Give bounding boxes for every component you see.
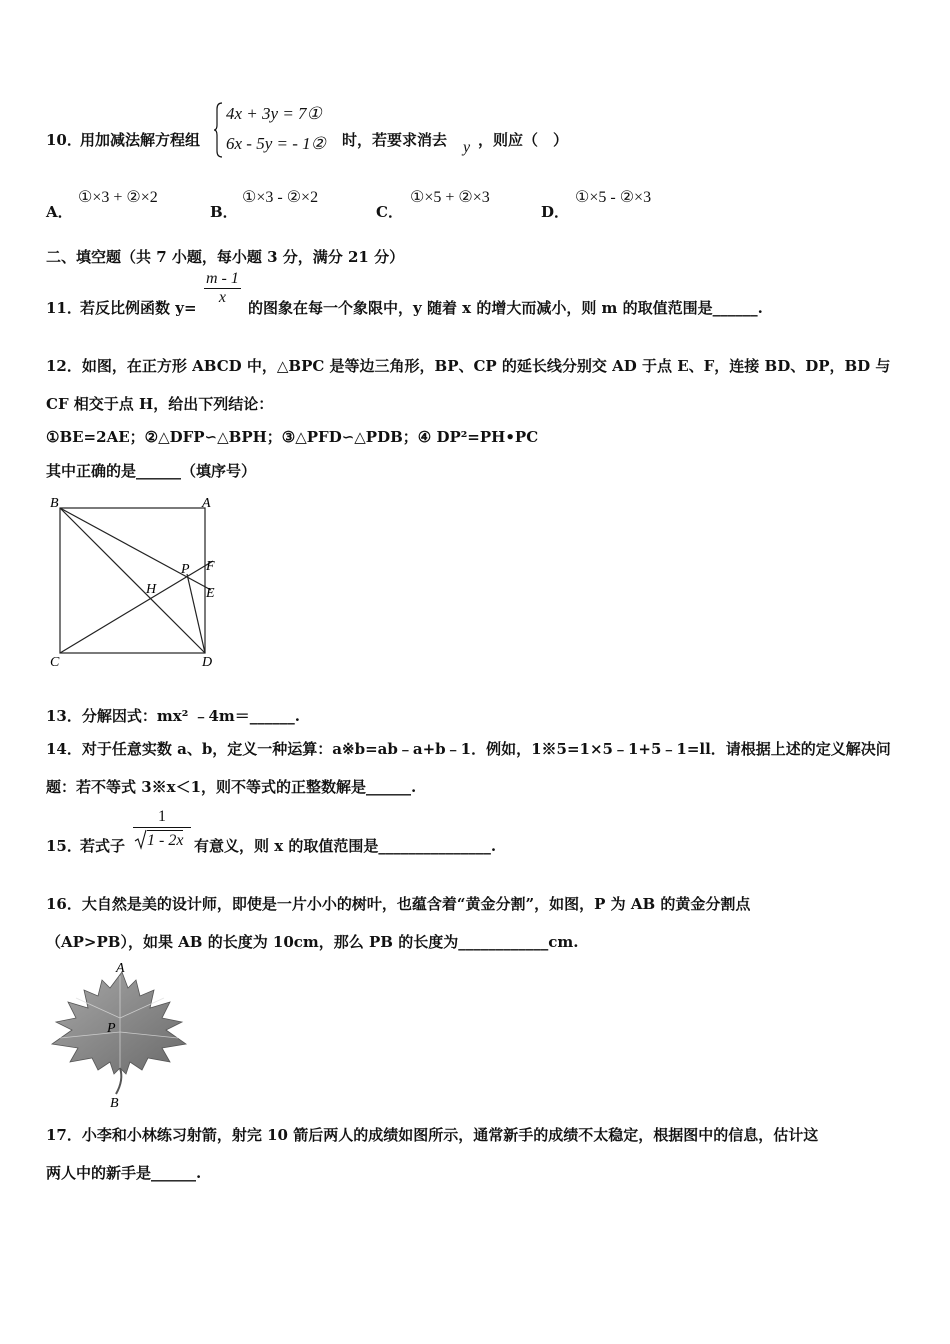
q10-option-c: ①×5 + ②×3 — [410, 189, 490, 206]
brace-icon — [214, 101, 224, 159]
q17-line-2: 两人中的新手是______. — [46, 1164, 202, 1182]
q10-equation-1: 4x + 3y = 7① — [226, 104, 322, 123]
q10-mid: 时，若要求消去 — [342, 131, 448, 149]
q10-lead: 用加减法解方程组 — [80, 131, 201, 149]
q12-line-4: 其中正确的是______（填序号） — [46, 462, 257, 480]
q10-option-a-label: A． — [46, 203, 73, 221]
maple-leaf-icon — [52, 972, 186, 1074]
q16-line-1: 16．大自然是美的设计师，即使是一片小小的树叶，也蕴含着“黄金分割”，如图，P 为 AB 的黄金分割点 — [46, 895, 751, 913]
q13-text: 13．分解因式：mx² ﹣4m＝______. — [46, 707, 301, 725]
q10-tail: ，则应（ ） — [478, 131, 569, 149]
label-h: H — [146, 582, 157, 597]
q12-line-3: ①BE=2AE；②△DFP∽△BPH；③△PFD∽△PDB；④ DP²=PH•PC — [46, 428, 539, 446]
q11-fraction-numerator: m - 1 — [206, 270, 239, 287]
q15-lead: 若式子 — [80, 837, 126, 855]
q16-line-2: （AP>PB），如果 AB 的长度为 10cm，那么 PB 的长度为____________cm. — [46, 933, 579, 951]
q10-option-a: ①×3 + ②×2 — [78, 189, 158, 206]
label-p: P — [181, 562, 190, 577]
label-d: D — [202, 655, 213, 670]
label-c: C — [50, 655, 60, 670]
q10-option-d: ①×5 - ②×3 — [575, 189, 652, 206]
q10-option-c-label: C． — [376, 203, 403, 221]
q11-number: 11． — [46, 299, 82, 317]
q14-line-1: 14．对于任意实数 a、b，定义一种运算：a※b=ab﹣a+b﹣1．例如，1※5=1×5﹣1+5﹣1=ll．请根据上述的定义解决问 — [46, 740, 891, 758]
section-heading: 二、填空题（共 7 小题，每小题 3 分，满分 21 分） — [46, 248, 405, 266]
q11-lead: 若反比例函数 y= — [80, 299, 197, 317]
q15-number: 15． — [46, 837, 82, 855]
q15-fraction-numerator: 1 — [158, 808, 166, 825]
q10-option-d-label: D． — [541, 203, 570, 221]
q11-fraction — [204, 270, 241, 307]
q12-geometry-figure — [44, 492, 224, 676]
q11-fraction-denominator: x — [218, 289, 226, 306]
label-b: B — [50, 496, 59, 511]
q16-leaf-figure — [44, 958, 194, 1114]
q10-variable: y — [463, 139, 471, 156]
q12-line-1: 12．如图，在正方形 ABCD 中，△BPC 是等边三角形，BP、CP 的延长线分别交 AD 于点 E、F，连接 BD、DP，BD 与 — [46, 357, 891, 375]
leaf-label-a: A — [116, 961, 125, 976]
q15-fraction — [132, 808, 192, 850]
q11-tail: 的图象在每一个象限中，y 随着 x 的增大而减小，则 m 的取值范围是______. — [248, 299, 763, 317]
q10-equation-2: 6x - 5y = - 1② — [226, 134, 326, 153]
q10-number: 10． — [46, 131, 82, 149]
segment-cf — [60, 561, 213, 653]
label-f: F — [206, 559, 215, 574]
q17-line-1: 17．小李和小林练习射箭，射完 10 箭后两人的成绩如图所示，通常新手的成绩不太稳定，根据图中的信息，估计这 — [46, 1126, 819, 1144]
q15-tail: 有意义，则 x 的取值范围是_______________. — [194, 837, 497, 855]
leaf-label-p: P — [107, 1021, 116, 1036]
q15-radicand: 1 - 2x — [147, 832, 184, 849]
q12-line-2: CF 相交于点 H，给出下列结论： — [46, 395, 274, 413]
label-e: E — [206, 586, 215, 601]
q10-option-b: ①×3 - ②×2 — [242, 189, 319, 206]
leaf-label-b: B — [110, 1096, 119, 1110]
q14-line-2: 题：若不等式 3※x＜1，则不等式的正整数解是______. — [46, 778, 417, 796]
label-a: A — [202, 496, 211, 511]
radical-icon — [134, 828, 148, 850]
q10-option-b-label: B． — [210, 203, 238, 221]
q10-brace — [214, 101, 224, 163]
segment-bd — [60, 508, 205, 653]
